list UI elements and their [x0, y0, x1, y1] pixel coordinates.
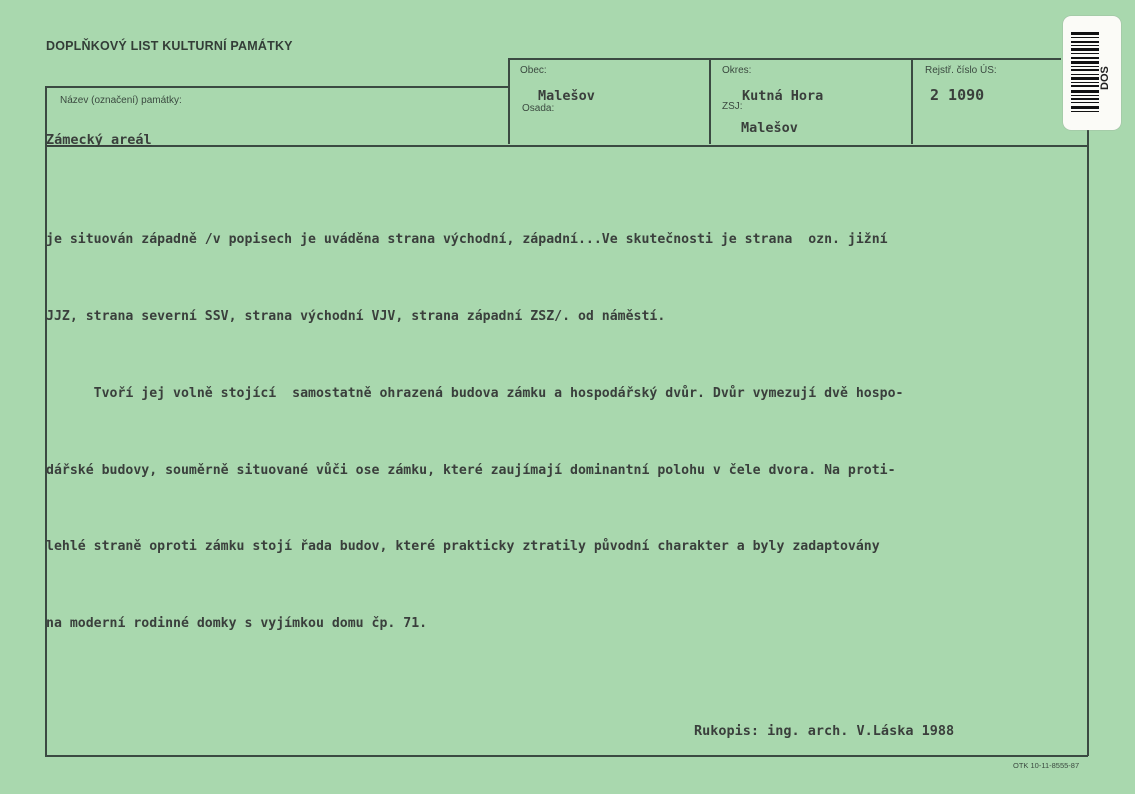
divider-okres: [709, 58, 711, 144]
okres-value: Kutná Hora: [742, 88, 824, 104]
nazev-label: Název (označení) památky:: [60, 95, 182, 106]
description-line: Tvoří jej volně stojící samostatně ohrazená budova zámku a hospodářský dvůr. Dvůr vymezují dvě hospo-: [46, 385, 904, 401]
form-title: DOPLŇKOVÝ LIST KULTURNÍ PAMÁTKY: [46, 39, 293, 53]
header-bottom-line: [45, 145, 1088, 147]
body-bottom-line: [45, 755, 1088, 757]
description-line: na moderní rodinné domky s vyjímkou domu čp. 71.: [46, 616, 428, 632]
description-line: JJZ, strana severní SSV, strana východní VJV, strana západní ZSZ/. od náměstí.: [46, 308, 666, 324]
name-box-top-line: [45, 86, 509, 88]
description-line: dářské budovy, souměrně situované vůči ose zámku, které zaujímají dominantní polohu v čele dvora. Na proti-: [46, 462, 896, 478]
rejstr-label: Rejstř. číslo ÚS:: [925, 65, 997, 76]
osada-label: Osada:: [522, 103, 555, 114]
header-top-line: [509, 58, 1061, 60]
divider-rejstr: [911, 58, 913, 144]
signature: Rukopis: ing. arch. V.Láska 1988: [694, 723, 955, 739]
barcode-icon: [1071, 32, 1099, 112]
okres-label: Okres:: [722, 65, 752, 76]
body-right-line: [1087, 128, 1089, 756]
nazev-value: Zámecký areál: [46, 132, 152, 148]
form-code: OTK 10-11-8555-87: [1013, 761, 1080, 770]
description-text: [46, 176, 1086, 688]
divider-obec: [508, 58, 510, 144]
rejstr-value: 2 1090: [930, 86, 985, 104]
zsj-value: Malešov: [741, 120, 798, 136]
barcode-sticker: [1063, 16, 1121, 130]
zsj-label: ZSJ:: [722, 101, 743, 112]
description-line: je situován západně /v popisech je uváděna strana východní, západní...Ve skutečnosti je strana ozn. jižní: [46, 232, 888, 248]
obec-value: Malešov: [538, 88, 595, 104]
description-line: lehlé straně oproti zámku stojí řada budov, které prakticky ztratily původní charakter a byly zadaptovány: [46, 539, 880, 555]
sticker-label: DOS: [1099, 66, 1111, 90]
obec-label: Obec:: [520, 65, 547, 76]
